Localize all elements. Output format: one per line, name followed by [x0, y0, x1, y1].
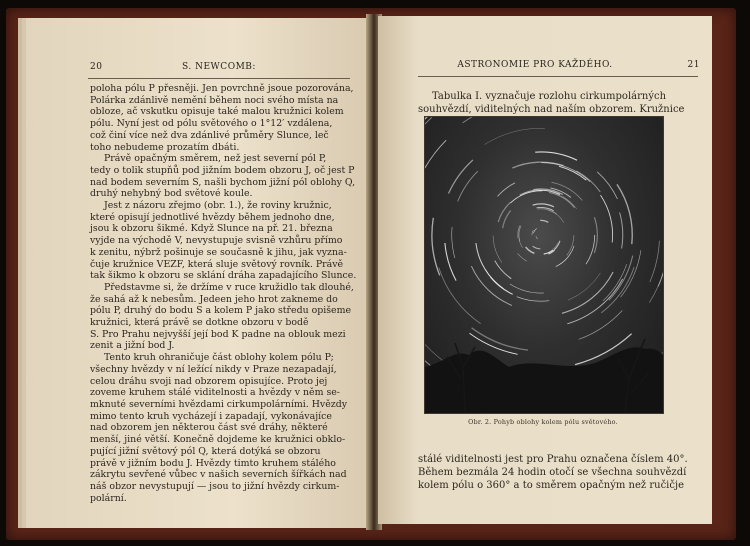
star-trail: [510, 284, 544, 293]
star-trail: [484, 128, 544, 144]
text-line: právě v jižním bodu J. Hvězdy timto kruhem stálého: [90, 457, 336, 469]
star-trail: [597, 172, 617, 199]
text-line: pólu. Nyní jest od pólu světového o 1°12′ vzdálena,: [90, 118, 333, 130]
star-trail: [491, 277, 513, 294]
figure-caption: Obr. 2. Pohyb oblohy kolem pólu světového.: [468, 418, 618, 426]
text-line: vyjde na východě V, nevystupuje svisně vzhůru přímo: [90, 235, 343, 247]
text-line: polární.: [90, 492, 127, 504]
text-line: Jest z názoru zřejmo (obr. 1.), že roviny kružnic,: [104, 200, 332, 212]
text-line: pující jižní světový pól Q, která dotýká se obzoru: [90, 445, 321, 457]
star-trail: [493, 236, 502, 263]
star-trail: [596, 117, 663, 128]
text-line: S. Pro Prahu nejvyšší její bod K padne na oblouk mezi: [90, 328, 346, 340]
star-trail: [452, 227, 455, 258]
text-line: Během bezmála 24 hodin otočí se všechna souhvězdí: [418, 467, 687, 478]
star-trail: [621, 250, 641, 297]
text-line: kolem pólu o 360° a to směrem opačným než ručičje: [418, 480, 684, 491]
left-page: [26, 18, 372, 528]
text-line: které opisují jednotlivé hvězdy během jednoho dne,: [90, 211, 335, 223]
star-trail: [425, 140, 446, 212]
text-line: což činí více než dva zdánlivé průměry Slunce, leč: [90, 129, 329, 141]
text-line: Polárka zdánlivě nemění během noci svého místa na: [90, 94, 339, 106]
text-line: všechny hvězdy v ní ležící nikdy v Praze nezapadají,: [90, 363, 337, 375]
text-line: zenit a jižní bod J.: [90, 340, 175, 352]
right-top-text: [418, 90, 706, 116]
star-trail: [601, 195, 613, 242]
left-header-rule: [88, 78, 350, 79]
text-line: souhvězdí, viditelných nad naším obzorem. Kružnice: [418, 104, 685, 115]
right-bottom-text: [418, 453, 706, 492]
star-trail: [650, 241, 660, 282]
text-line: mimo tento kruh vycházejí i zapadají, vykonávajíce: [90, 410, 332, 422]
star-trail: [567, 235, 574, 255]
star-trails-graphic: [425, 117, 663, 413]
right-page-number: 21: [687, 60, 700, 70]
text-line: jsou k obzoru šikmé. Když Slunce na př. 21. března: [90, 223, 333, 235]
star-trail: [579, 311, 623, 340]
star-trail: [503, 210, 511, 228]
star-trail: [463, 117, 515, 123]
star-trails-photo: [424, 116, 664, 414]
star-trail: [534, 229, 537, 234]
text-line: toho nebudeme prozatím dbáti.: [90, 141, 240, 153]
star-trail: [425, 117, 432, 168]
star-trail: [649, 246, 663, 303]
star-trail: [536, 236, 538, 239]
star-trail: [425, 117, 471, 189]
text-line: celou dráhu svoji nad obzorem opisujíce. Proto jej: [90, 375, 328, 387]
text-line: Právě opačným směrem, než jest severní pól P,: [104, 153, 327, 165]
star-trail: [540, 220, 548, 222]
text-line: mknuté severními hvězdami cirkumpolárními. Hvězdy: [90, 398, 348, 410]
star-trail: [533, 204, 554, 207]
tree-silhouette: [425, 347, 663, 413]
star-trail: [432, 218, 440, 276]
text-line: zákrytu sevřené vůbec v našich severních šířkách nad: [90, 469, 347, 481]
text-line: nad bodem severním S, našli bychom jižní pól oblohy Q,: [90, 176, 356, 188]
star-trail: [562, 272, 613, 313]
star-trail: [532, 230, 533, 235]
text-line: kružnici, která právě se dotkne obzoru v bodě: [90, 317, 309, 329]
star-trail: [471, 266, 512, 305]
text-line: pólu P, druhý do bodu S a kolem P jako středu opišeme: [90, 305, 352, 317]
text-line: Tento kruh ohraničuje část oblohy kolem pólu P;: [104, 352, 334, 364]
star-trail: [559, 166, 586, 180]
star-trail: [495, 261, 512, 279]
star-trail: [498, 183, 516, 197]
text-line: zoveme kruhem stálé viditelnosti a hvězdy v něm se-: [90, 387, 340, 399]
star-trail: [458, 171, 478, 201]
star-trail: [535, 152, 577, 160]
right-header-rule: [418, 76, 698, 77]
left-running-head: [26, 62, 372, 78]
star-trail: [593, 117, 663, 160]
star-trail: [620, 213, 623, 249]
star-trail: [538, 209, 557, 214]
star-trail: [586, 235, 595, 264]
star-trail: [556, 246, 574, 267]
star-trail: [518, 253, 527, 261]
star-trail: [554, 241, 560, 250]
right-page: [378, 16, 712, 524]
text-line: menší, jiné větší. Konečně dojdeme ke kružnici obklo-: [90, 434, 346, 446]
star-trail: [485, 269, 502, 288]
star-trail: [533, 246, 541, 249]
star-trail: [449, 160, 473, 194]
text-line: k zenitu, nýbrž pošinuje se současně k jihu, jak vyzna-: [90, 246, 347, 258]
right-running-head: [378, 60, 712, 76]
text-line: obloze, ač vskutku opisuje také malou kružnici kolem: [90, 106, 344, 118]
star-trail: [445, 243, 456, 281]
text-line: Tabulka I. vyznačuje rozlohu cirkumpolárných: [432, 91, 667, 102]
star-trail: [498, 203, 510, 222]
star-trail: [472, 328, 528, 350]
star-trail: [548, 210, 564, 223]
text-line: čuje kružnice VEZF, která sluje světový rovník. Právě: [90, 258, 344, 270]
text-line: druhý nehybný bod světové koule.: [90, 188, 253, 200]
star-trail: [526, 247, 535, 253]
star-trail: [568, 273, 600, 300]
star-trail: [512, 162, 563, 168]
text-line: Představme si, že držíme v ruce kružidlo tak dlouhé,: [104, 281, 354, 293]
text-line: tedy o tolik stupňů pod jižním bodem obzoru J, oč jest P: [90, 164, 355, 176]
text-line: stálé viditelnosti jest pro Prahu označena číslem 40°.: [418, 454, 688, 465]
star-trail: [541, 163, 590, 182]
text-line: nad obzorem jen některou část své dráhy, některé: [90, 422, 328, 434]
star-trail: [439, 268, 481, 324]
star-trail: [517, 297, 549, 302]
text-line: náš obzor nevystupují — jsou to jižní hvězdy cirkum-: [90, 480, 340, 492]
left-running-title: S. NEWCOMB:: [182, 62, 256, 72]
left-page-number: 20: [90, 62, 103, 72]
star-trail: [476, 243, 504, 289]
right-running-title: ASTRONOMIE PRO KAŽDÉHO.: [457, 60, 613, 70]
text-line: tak šikmo k obzoru se sklání dráha zapadajícího Slunce.: [90, 270, 357, 282]
text-line: poloha pólu P přesněji. Jen povrchně jsoue pozorována,: [90, 83, 354, 94]
star-trail: [617, 184, 632, 244]
text-line: že sahá až k nebesům. Jedeen jeho hrot zakneme do: [90, 293, 338, 305]
left-body-text: [90, 83, 364, 504]
